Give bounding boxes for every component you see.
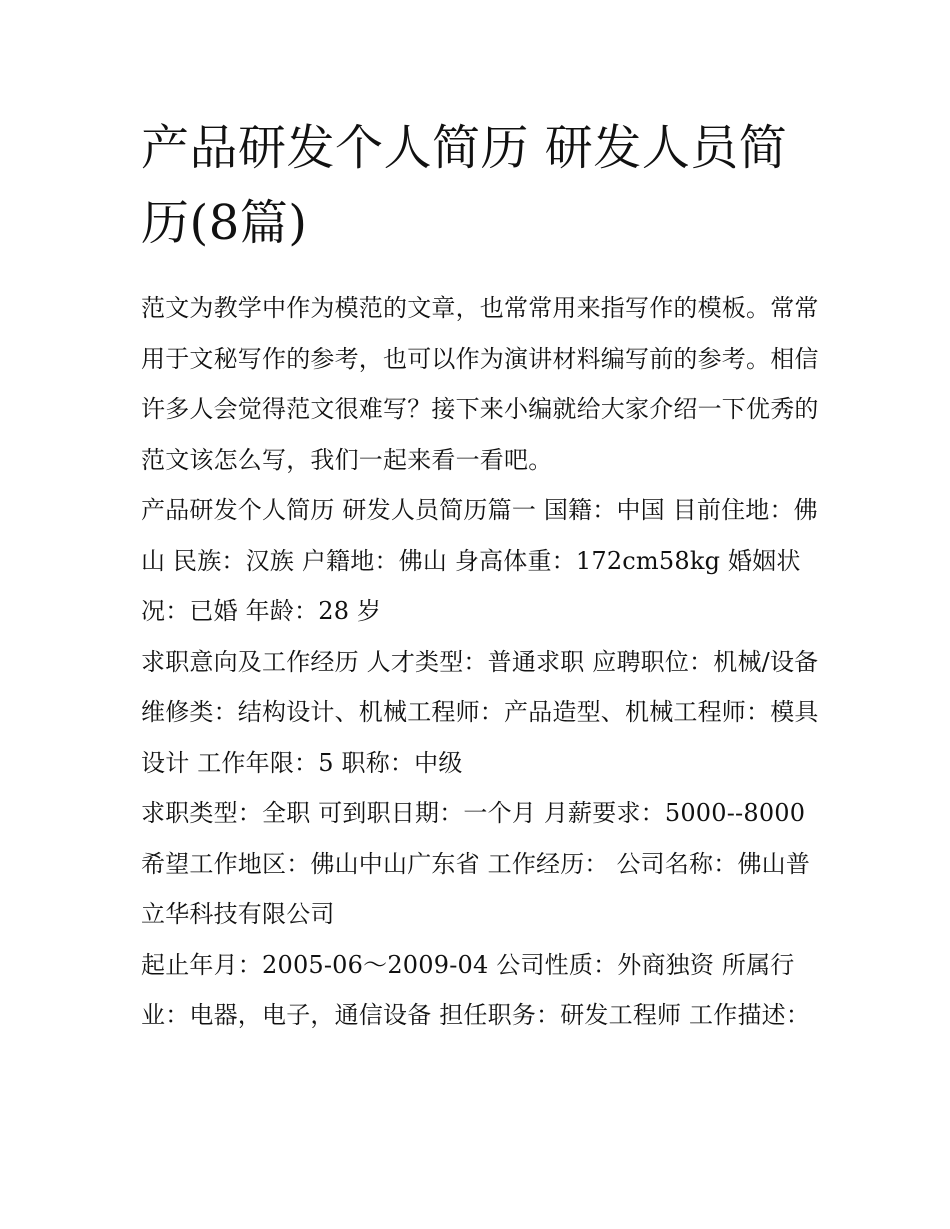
personal-info-paragraph: 产品研发个人简历 研发人员简历篇一 国籍：中国 目前住地：佛山 民族：汉族 户籍地：佛山 身高体重：172cm58kg 婚姻状况：已婚 年龄：28 岁 [141, 496, 818, 625]
document-title: 产品研发个人简历 研发人员简历(8篇) [141, 120, 788, 251]
work-period-paragraph: 起止年月：2005-06～2009-04 公司性质：外商独资 所属行业：电器，电子，通信设备 担任职务：研发工程师 工作描述： [141, 950, 811, 1029]
job-intention-paragraph: 求职意向及工作经历 人才类型：普通求职 应聘职位：机械/设备维修类：结构设计、机械工程师：产品造型、机械工程师：模具设计 工作年限：5 职称：中级 [141, 647, 819, 777]
intro-paragraph: 范文为教学中作为模范的文章，也常常用来指写作的模板。常常用于文秘写作的参考，也可以作为演讲材料编写前的参考。相信许多人会觉得范文很难写？接下来小编就给大家介绍一下优秀的范文该怎么写，我们一起来看一看吧。 [141, 294, 819, 474]
job-type-paragraph: 求职类型：全职 可到职日期：一个月 月薪要求：5000--8000 希望工作地区：佛山中山广东省 工作经历： 公司名称：佛山普立华科技有限公司 [141, 799, 811, 928]
